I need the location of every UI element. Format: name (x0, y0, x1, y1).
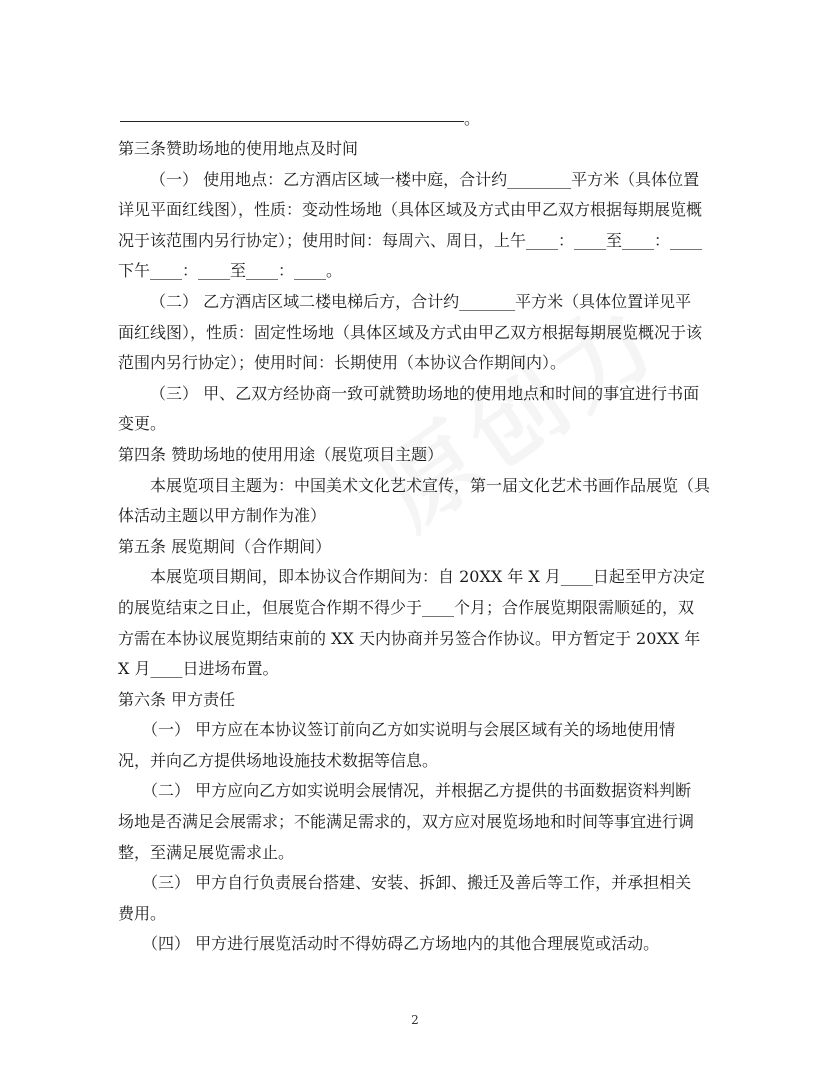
paragraph-line: 面红线图），性质：固定性场地（具体区域及方式由甲乙双方根据每期展览概况于该 (118, 322, 703, 342)
clause-6-1 (118, 715, 714, 776)
paragraph-line: 下午____：____至____：____。 (118, 261, 343, 281)
page-number: 2 (411, 1013, 419, 1027)
paragraph-line: 本展览项目主题为：中国美术文化艺术宣传，第一届文化艺术书画作品展览（具 (150, 475, 711, 495)
article-heading: 第五条 展览期间（合作期间） (118, 536, 332, 556)
clause-3-3 (118, 379, 714, 440)
paragraph-4 (118, 471, 714, 532)
paragraph-line: （一） 使用地点：乙方酒店区域一楼中庭，合计约________平方米（具体位置 (150, 169, 700, 189)
clause-6-2 (118, 776, 714, 868)
paragraph-line: 的展览结束之日止，但展览合作期不得少于____个月；合作展览期限需顺延的，双 (118, 597, 695, 617)
paragraph-line: （四） 甲方进行展览活动时不得妨碍乙方场地内的其他合理展览或活动。 (142, 934, 660, 954)
clause-6-4 (118, 929, 714, 960)
paragraph-line: 费用。 (118, 903, 167, 923)
fill-in-blank-line (120, 121, 464, 122)
paragraph-5 (118, 562, 714, 684)
paragraph-line: 体活动主题以甲方制作为准） (118, 506, 327, 526)
paragraph-line: 本展览项目期间，即本协议合作期间为：自 20XX 年 X 月____日起至甲方决定 (150, 567, 705, 587)
paragraph-line: （二） 乙方酒店区域二楼电梯后方，合计约_______平方米（具体位置详见平 (150, 291, 692, 311)
article-heading: 第三条赞助场地的使用地点及时间 (118, 139, 359, 158)
top-line-period: 。 (464, 109, 481, 128)
article-heading: 第六条 甲方责任 (118, 689, 236, 709)
paragraph-line: 场地是否满足会展需求；不能满足需求的，双方应对展览场地和时间等事宜进行调 (118, 812, 695, 832)
paragraph-line: （三） 甲方自行负责展台搭建、安装、拆卸、搬迁及善后等工作，并承担相关 (142, 873, 692, 893)
paragraph-line: 况，并向乙方提供场地设施技术数据等信息。 (118, 750, 439, 770)
paragraph-line: 况于该范围内另行协定）；使用时间：每周六、周日，上午____：____至____：____ (118, 230, 703, 250)
paragraph-line: （二） 甲方应向乙方如实说明会展情况，并根据乙方提供的书面数据资料判断 (142, 781, 692, 801)
paragraph-line: （三） 甲、乙双方经协商一致可就赞助场地的使用地点和时间的事宜进行书面 (150, 383, 700, 403)
clause-3-1 (118, 165, 714, 287)
article-heading: 第四条 赞助场地的使用用途（展览项目主题） (118, 444, 444, 464)
clause-6-3 (118, 868, 714, 929)
document-body (118, 134, 714, 960)
paragraph-line: 变更。 (118, 414, 167, 434)
paragraph-line: 整，至满足展览需求止。 (118, 842, 295, 862)
paragraph-line: X 月____日进场布置。 (118, 659, 279, 679)
paragraph-line: 方需在本协议展览期结束前的 XX 天内协商并另签合作协议。甲方暂定于 20XX 年 (118, 628, 701, 648)
paragraph-line: 范围内另行协定）；使用时间：长期使用（本协议合作期间内）。 (118, 353, 567, 373)
clause-3-2 (118, 287, 714, 379)
paragraph-line: 详见平面红线图），性质：变动性场地（具体区域及方式由甲乙双方根据每期展览概 (118, 200, 703, 220)
paragraph-line: （一） 甲方应在本协议签订前向乙方如实说明与会展区域有关的场地使用情 (142, 720, 676, 740)
